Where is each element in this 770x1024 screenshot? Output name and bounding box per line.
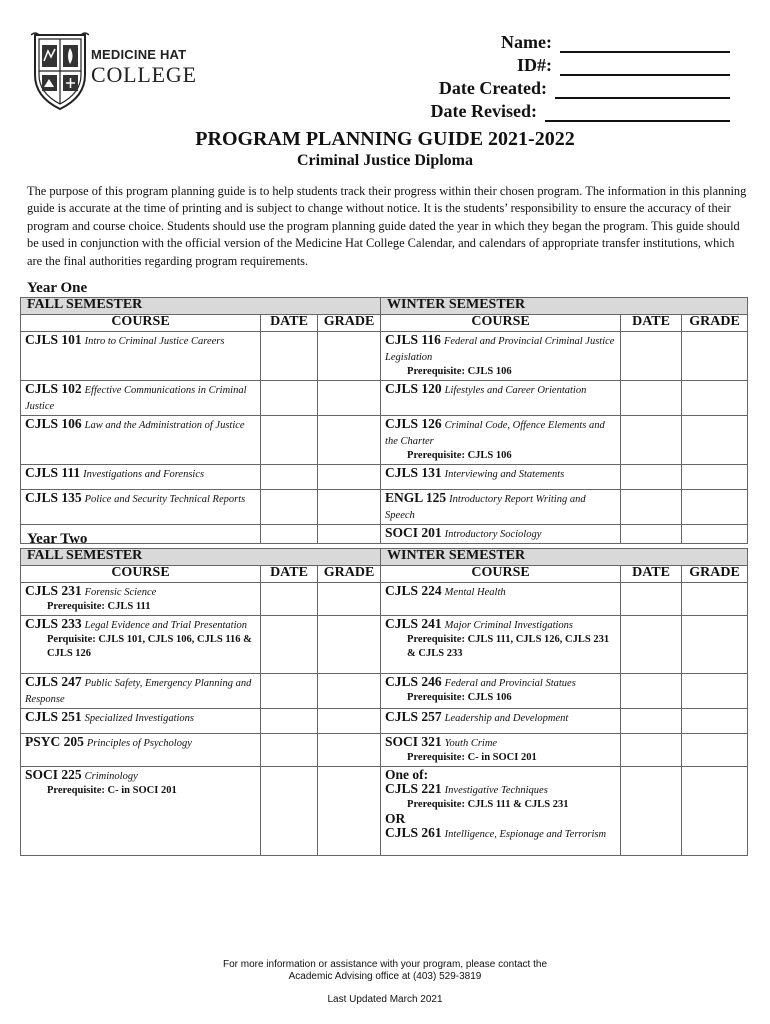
date-entry-cell[interactable]	[621, 734, 682, 767]
column-header-row	[21, 315, 748, 332]
grade-entry-cell[interactable]	[318, 525, 381, 544]
course-code: SOCI 225	[25, 767, 82, 782]
column-header-row	[21, 566, 748, 583]
course-code: PSYC 205	[25, 734, 84, 749]
date-revised-label: Date Revised:	[430, 101, 537, 121]
grade-entry-cell[interactable]	[318, 767, 381, 856]
year-one-heading: Year One	[27, 280, 88, 296]
course-prerequisite: Prerequisite: CJLS 106	[407, 366, 512, 377]
course-code: CJLS 120	[385, 381, 442, 396]
course-cell	[381, 416, 621, 465]
course-code: CJLS 233	[25, 616, 82, 631]
course-cell	[381, 767, 621, 856]
grade-entry-cell[interactable]	[682, 616, 748, 674]
course-column-header: COURSE	[21, 315, 261, 332]
date-entry-cell[interactable]	[261, 616, 318, 674]
crest-icon	[31, 31, 89, 111]
course-cell	[381, 616, 621, 674]
grade-entry-cell[interactable]	[318, 416, 381, 465]
course-cell	[21, 709, 261, 734]
winter-semester-heading: WINTER SEMESTER	[381, 549, 748, 566]
one-of-label: One of:	[385, 767, 429, 782]
course-row	[21, 416, 748, 465]
college-name-line1: MEDICINE HAT	[91, 47, 187, 62]
grade-entry-cell[interactable]	[682, 490, 748, 525]
course-title: Youth Crime	[444, 738, 498, 749]
date-created-label: Date Created:	[438, 78, 547, 98]
course-title: Intelligence, Espionage and Terrorism	[444, 829, 607, 840]
grade-entry-cell[interactable]	[318, 332, 381, 381]
course-cell	[381, 490, 621, 525]
grade-entry-cell[interactable]	[318, 616, 381, 674]
date-entry-cell[interactable]	[621, 332, 682, 381]
course-title: Interviewing and Statements	[444, 469, 565, 480]
date-entry-cell[interactable]	[621, 674, 682, 709]
course-row	[21, 734, 748, 767]
course-cell	[21, 734, 261, 767]
date-created-line[interactable]	[555, 79, 730, 99]
course-code: CJLS 231	[25, 583, 82, 598]
grade-column-header: GRADE	[682, 566, 748, 583]
grade-entry-cell[interactable]	[682, 583, 748, 616]
course-prerequisite: Prerequisite: CJLS 111	[47, 601, 151, 612]
name-field[interactable]	[420, 30, 730, 53]
course-cell	[21, 332, 261, 381]
course-title: Specialized Investigations	[84, 713, 194, 724]
course-cell	[381, 381, 621, 416]
course-code: CJLS 126	[385, 416, 442, 431]
college-logo	[31, 31, 221, 111]
course-title: Investigations and Forensics	[83, 469, 205, 480]
course-row	[21, 767, 748, 856]
date-created-field[interactable]	[420, 76, 730, 99]
grade-entry-cell[interactable]	[318, 465, 381, 490]
course-code: CJLS 224	[385, 583, 442, 598]
grade-entry-cell[interactable]	[318, 381, 381, 416]
course-code: CJLS 116	[385, 332, 441, 347]
course-prerequisite: Perquisite: CJLS 101, CJLS 106, CJLS 116 & CJLS 126	[47, 634, 252, 659]
course-code: CJLS 101	[25, 332, 82, 347]
semester-header-row	[21, 298, 748, 315]
program-name: Criminal Justice Diploma	[297, 152, 473, 169]
date-entry-cell[interactable]	[261, 525, 318, 544]
course-cell	[21, 465, 261, 490]
course-prerequisite: Prerequisite: CJLS 106	[407, 450, 512, 461]
grade-entry-cell[interactable]	[682, 381, 748, 416]
date-entry-cell[interactable]	[261, 767, 318, 856]
year-one-table	[20, 297, 748, 544]
course-prerequisite: Prerequisite: CJLS 111, CJLS 126, CJLS 231 & CJLS 233	[407, 634, 610, 659]
course-cell	[21, 674, 261, 709]
course-code: CJLS 102	[25, 381, 82, 396]
course-cell	[381, 465, 621, 490]
winter-semester-heading: WINTER SEMESTER	[381, 298, 748, 315]
date-entry-cell[interactable]	[621, 616, 682, 674]
grade-entry-cell[interactable]	[682, 525, 748, 544]
course-prerequisite: Prerequisite: C- in SOCI 201	[47, 785, 177, 796]
grade-entry-cell[interactable]	[682, 734, 748, 767]
date-entry-cell[interactable]	[261, 416, 318, 465]
course-cell	[381, 525, 621, 544]
id-field[interactable]	[420, 53, 730, 76]
course-row	[21, 709, 748, 734]
id-line[interactable]	[560, 56, 730, 76]
course-title: Mental Health	[444, 587, 506, 598]
course-row	[21, 465, 748, 490]
course-title: Federal and Provincial Criminal Justice Legislation	[385, 336, 615, 363]
grade-entry-cell[interactable]	[682, 674, 748, 709]
semester-header-row	[21, 549, 748, 566]
course-cell	[381, 709, 621, 734]
grade-entry-cell[interactable]	[318, 583, 381, 616]
course-title: Intro to Criminal Justice Careers	[84, 336, 225, 347]
course-title: Effective Communications in Criminal Justice	[25, 385, 247, 412]
grade-entry-cell[interactable]	[682, 416, 748, 465]
course-prerequisite: Prerequisite: C- in SOCI 201	[407, 752, 537, 763]
date-entry-cell[interactable]	[261, 490, 318, 525]
course-column-header: COURSE	[21, 566, 261, 583]
course-title: Criminology	[84, 771, 138, 782]
footer-line2: Academic Advising office at (403) 529-3819	[288, 971, 482, 982]
course-title: Introductory Sociology	[444, 529, 542, 540]
course-cell	[21, 381, 261, 416]
course-title: Police and Security Technical Reports	[84, 494, 246, 505]
date-entry-cell[interactable]	[261, 674, 318, 709]
grade-entry-cell[interactable]	[318, 490, 381, 525]
course-cell	[381, 674, 621, 709]
course-code: CJLS 131	[385, 465, 442, 480]
course-column-header: COURSE	[381, 566, 621, 583]
or-label: OR	[385, 811, 406, 826]
course-cell	[21, 616, 261, 674]
course-title: Principles of Psychology	[86, 738, 192, 749]
course-title: Major Criminal Investigations	[444, 620, 574, 631]
course-code: CJLS 257	[385, 709, 442, 724]
college-name-line2: COLLEGE	[91, 62, 197, 87]
course-prerequisite: Prerequisite: CJLS 106	[407, 692, 512, 703]
footer-line1: For more information or assistance with your program, please contact the	[222, 959, 548, 970]
grade-entry-cell[interactable]	[682, 767, 748, 856]
course-cell	[21, 767, 261, 856]
date-entry-cell[interactable]	[621, 525, 682, 544]
course-title: Investigative Techniques	[444, 785, 548, 796]
grade-column-header: GRADE	[682, 315, 748, 332]
name-label: Name:	[501, 32, 552, 52]
date-entry-cell[interactable]	[621, 490, 682, 525]
footer-contact	[0, 959, 770, 983]
date-entry-cell[interactable]	[261, 381, 318, 416]
course-code: SOCI 321	[385, 734, 442, 749]
date-revised-line[interactable]	[545, 102, 730, 122]
course-code: CJLS 106	[25, 416, 82, 431]
course-prerequisite: Prerequisite: CJLS 111 & CJLS 231	[407, 799, 569, 810]
course-code: CJLS 251	[25, 709, 82, 724]
grade-column-header: GRADE	[318, 315, 381, 332]
course-code: CJLS 246	[385, 674, 442, 689]
date-entry-cell[interactable]	[261, 734, 318, 767]
course-code: SOCI 201	[385, 525, 442, 540]
course-title: Criminal Code, Offence Elements and the Charter	[385, 420, 605, 447]
course-row	[21, 525, 748, 544]
course-code: ENGL 125	[385, 490, 447, 505]
date-entry-cell[interactable]	[261, 465, 318, 490]
date-column-header: DATE	[621, 315, 682, 332]
date-entry-cell[interactable]	[621, 381, 682, 416]
course-title: Federal and Provincial Statues	[444, 678, 576, 689]
course-title: Forensic Science	[84, 587, 157, 598]
course-code: CJLS 135	[25, 490, 82, 505]
course-cell	[381, 332, 621, 381]
course-code: CJLS 241	[385, 616, 442, 631]
grade-entry-cell[interactable]	[318, 734, 381, 767]
course-cell	[21, 490, 261, 525]
date-entry-cell[interactable]	[621, 709, 682, 734]
course-cell	[381, 583, 621, 616]
student-info-fields	[420, 30, 730, 122]
grade-entry-cell[interactable]	[318, 674, 381, 709]
course-code: CJLS 261	[385, 825, 442, 840]
course-cell	[21, 583, 261, 616]
course-title: Public Safety, Emergency Planning and Response	[25, 678, 252, 705]
date-column-header: DATE	[621, 566, 682, 583]
course-cell	[381, 734, 621, 767]
course-title: Lifestyles and Career Orientation	[444, 385, 587, 396]
course-row	[21, 616, 748, 674]
course-row	[21, 674, 748, 709]
course-code: CJLS 247	[25, 674, 82, 689]
date-entry-cell[interactable]	[621, 583, 682, 616]
fall-semester-heading: FALL SEMESTER	[21, 298, 381, 315]
year-two-heading: Year Two	[27, 531, 88, 547]
intro-paragraph: The purpose of this program planning guide is to help students track their progress within their chosen program. The information in this planning guide is accurate at the time of printing and is subject to change without notice. It is the students’ responsibility to ensure the accuracy of their program and course choice. Students should use the program planning guide dated the year in which they began the program. This guide should be used in conjunction with the official version of the Medicine Hat College Calendar, and calendars of appropriate transfer institutions, which are the final authorities regarding program requirements.	[27, 184, 747, 268]
course-code: CJLS 221	[385, 781, 442, 796]
last-updated: Last Updated March 2021	[327, 994, 443, 1005]
document-title: PROGRAM PLANNING GUIDE 2021-2022	[195, 128, 575, 150]
grade-entry-cell[interactable]	[682, 709, 748, 734]
date-entry-cell[interactable]	[621, 416, 682, 465]
course-title: Leadership and Development	[444, 713, 569, 724]
year-two-table	[20, 548, 748, 856]
course-row	[21, 583, 748, 616]
date-entry-cell[interactable]	[621, 465, 682, 490]
fall-semester-heading: FALL SEMESTER	[21, 549, 381, 566]
course-code: CJLS 111	[25, 465, 81, 480]
grade-entry-cell[interactable]	[682, 465, 748, 490]
date-entry-cell[interactable]	[261, 583, 318, 616]
course-row	[21, 490, 748, 525]
date-entry-cell[interactable]	[621, 767, 682, 856]
name-line[interactable]	[560, 33, 730, 53]
course-column-header: COURSE	[381, 315, 621, 332]
course-title: Legal Evidence and Trial Presentation	[84, 620, 247, 631]
date-column-header: DATE	[261, 566, 318, 583]
date-entry-cell[interactable]	[261, 332, 318, 381]
id-label: ID#:	[517, 55, 552, 75]
course-title: Law and the Administration of Justice	[84, 420, 245, 431]
course-row	[21, 332, 748, 381]
date-entry-cell[interactable]	[261, 709, 318, 734]
course-title: Introductory Report Writing and Speech	[385, 494, 586, 521]
date-revised-field[interactable]	[420, 99, 730, 122]
grade-column-header: GRADE	[318, 566, 381, 583]
grade-entry-cell[interactable]	[682, 332, 748, 381]
date-column-header: DATE	[261, 315, 318, 332]
course-cell	[21, 416, 261, 465]
grade-entry-cell[interactable]	[318, 709, 381, 734]
course-row	[21, 381, 748, 416]
